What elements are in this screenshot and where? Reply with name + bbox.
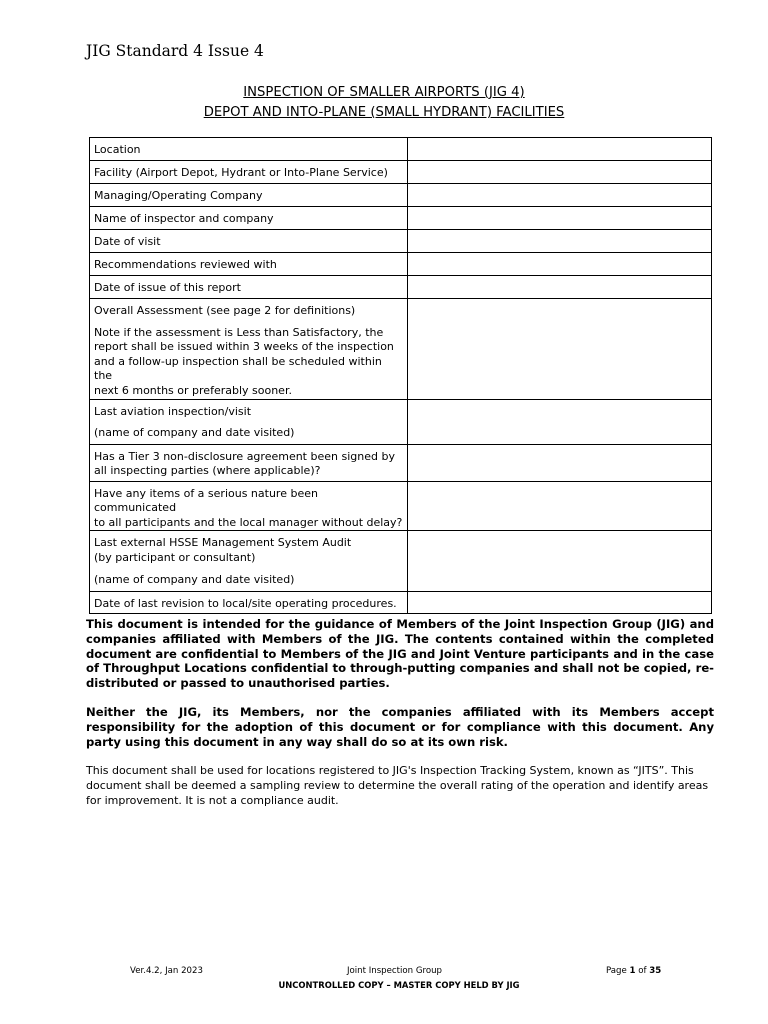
footer-page-number (606, 966, 661, 976)
form-row (90, 399, 712, 444)
label-spacer (94, 419, 403, 426)
form-row (90, 592, 712, 614)
form-row-value-cell[interactable] (408, 399, 712, 444)
title-line-1: INSPECTION OF SMALLER AIRPORTS (JIG 4) (243, 85, 525, 100)
label-line: Date of issue of this report (94, 281, 241, 294)
form-row-label (90, 531, 408, 592)
form-row-value-cell[interactable] (408, 184, 712, 207)
label-line: Note if the assessment is Less than Satisfactory, the (94, 325, 384, 339)
form-row-value-cell[interactable] (408, 253, 712, 276)
label-spacer (94, 319, 403, 326)
form-row-value-cell[interactable] (408, 299, 712, 400)
form-row-label (90, 592, 408, 614)
form-row (90, 253, 712, 276)
form-row-value-cell[interactable] (408, 207, 712, 230)
form-row-label (90, 161, 408, 184)
page-total: 35 (649, 966, 662, 976)
label-line: next 6 months or preferably sooner. (94, 383, 292, 397)
form-row (90, 184, 712, 207)
form-row-label (90, 253, 408, 276)
label-line: Last external HSSE Management System Audit (94, 536, 352, 550)
form-row (90, 276, 712, 299)
form-row-value-cell[interactable] (408, 161, 712, 184)
disclaimer-paragraph: Neither the JIG, its Members, nor the companies affiliated with its Members accept responsibility for the adoption of this document or for compliance with this document. Any party using this document in any way shall do so at its own risk. (86, 705, 714, 749)
standard-header: JIG Standard 4 Issue 4 (86, 42, 264, 60)
form-row-value-cell[interactable] (408, 592, 712, 614)
form-row-value-cell[interactable] (408, 230, 712, 253)
form-row (90, 207, 712, 230)
usage-paragraph: This document shall be used for locations registered to JIG's Inspection Tracking System, known as “JITS”. This document shall be deemed a sampling review to determine the overall rating of the operation and identify areas for improvement. It is not a compliance audit. (86, 764, 709, 807)
confidentiality-paragraph: This document is intended for the guidance of Members of the Joint Inspection Group (JIG) and companies affiliated with Members of the JIG. The contents contained within the completed document are confidential to Members of the JIG and Joint Venture participants and in the case of Throughput Locations confidential to through-putting companies and shall not be copied, re-distributed or passed to unauthorised parties. (86, 617, 714, 691)
label-line: Name of inspector and company (94, 212, 274, 225)
label-line: and a follow-up inspection shall be scheduled within the (94, 354, 382, 383)
inspection-details-table (89, 137, 712, 614)
form-row-label (90, 399, 408, 444)
form-row (90, 531, 712, 592)
form-row-label (90, 207, 408, 230)
form-row-value-cell[interactable] (408, 138, 712, 161)
label-line: report shall be issued within 3 weeks of the inspection (94, 340, 394, 354)
form-row-label (90, 299, 408, 400)
label-line: Has a Tier 3 non-disclosure agreement been signed by (94, 449, 395, 463)
form-row-value-cell[interactable] (408, 481, 712, 531)
form-row (90, 481, 712, 531)
label-line: Facility (Airport Depot, Hydrant or Into-Plane Service) (94, 166, 388, 179)
form-row (90, 138, 712, 161)
form-row-label (90, 276, 408, 299)
label-line: (name of company and date visited) (94, 572, 295, 586)
form-row-value-cell[interactable] (408, 444, 712, 481)
label-line: all inspecting parties (where applicable)? (94, 464, 321, 478)
footer-version: Ver.4.2, Jan 2023 (130, 966, 203, 976)
form-row (90, 444, 712, 481)
form-row-value-cell[interactable] (408, 531, 712, 592)
form-row (90, 299, 712, 400)
form-row-value-cell[interactable] (408, 276, 712, 299)
label-line: Date of visit (94, 235, 161, 248)
page-prefix: Page (606, 966, 630, 976)
form-row-label (90, 230, 408, 253)
form-row-label (90, 184, 408, 207)
label-line: Have any items of a serious nature been communicated (94, 486, 318, 515)
form-row-label (90, 481, 408, 531)
label-line: (name of company and date visited) (94, 426, 295, 440)
label-line: Overall Assessment (see page 2 for definitions) (94, 304, 356, 317)
label-spacer (94, 566, 403, 573)
label-line: to all participants and the local manager without delay? (94, 515, 403, 529)
footer-organization: Joint Inspection Group (347, 966, 443, 976)
label-line: Managing/Operating Company (94, 189, 263, 202)
document-title (0, 83, 768, 123)
label-line: Location (94, 143, 141, 156)
footer-copy-notice: UNCONTROLLED COPY – MASTER COPY HELD BY JIG (278, 980, 520, 990)
label-line: Date of last revision to local/site operating procedures. (94, 597, 397, 611)
title-line-2: DEPOT AND INTO-PLANE (SMALL HYDRANT) FACILITIES (203, 105, 565, 120)
label-line: (by participant or consultant) (94, 550, 256, 564)
form-row (90, 161, 712, 184)
page-current: 1 (629, 966, 636, 976)
form-row-label (90, 138, 408, 161)
page-of: of (635, 966, 650, 976)
label-line: Recommendations reviewed with (94, 258, 277, 271)
form-row (90, 230, 712, 253)
form-row-label (90, 444, 408, 481)
label-line: Last aviation inspection/visit (94, 404, 252, 418)
